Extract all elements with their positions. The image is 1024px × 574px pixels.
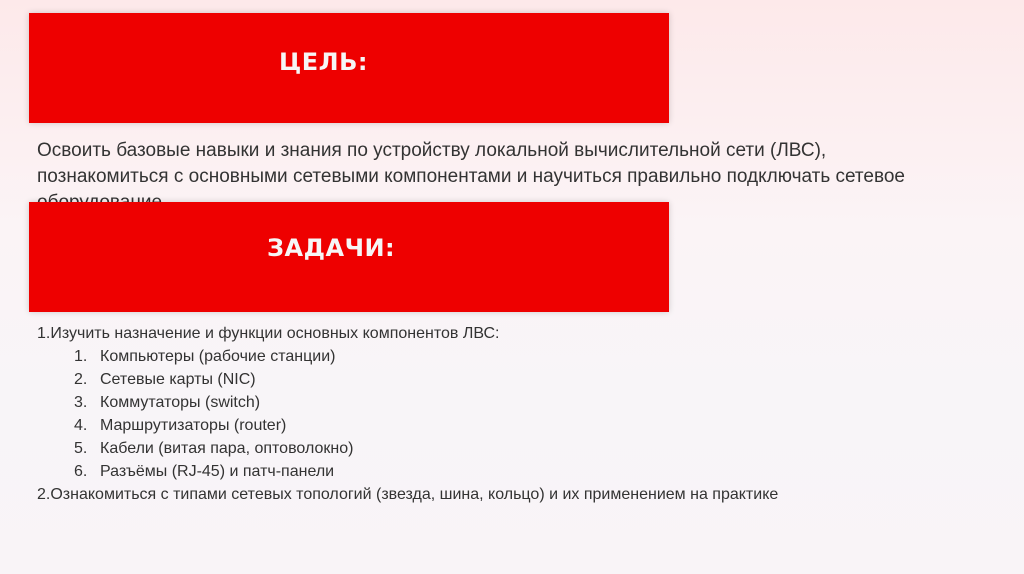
list-item-text: Компьютеры (рабочие станции) — [100, 348, 336, 365]
component-item-connectors — [74, 460, 977, 483]
list-number: 2. — [74, 371, 88, 388]
tasks-list — [37, 322, 977, 506]
list-number: 5. — [74, 440, 88, 457]
component-item-switch — [74, 391, 977, 414]
component-item-nic — [74, 368, 977, 391]
list-number: 1. — [74, 348, 88, 365]
component-item-computers — [74, 345, 977, 368]
component-item-cables — [74, 437, 977, 460]
list-item-text: Разъёмы (RJ-45) и патч-панели — [100, 463, 335, 480]
list-item-text: Сетевые карты (NIC) — [100, 371, 256, 388]
list-number: 6. — [74, 463, 88, 480]
list-number: 3. — [74, 394, 88, 411]
list-number: 4. — [74, 417, 88, 434]
list-item-text: Коммутаторы (switch) — [100, 394, 261, 411]
component-item-router — [74, 414, 977, 437]
task-item-1: 1.Изучить назначение и функции основных компонентов ЛВС: — [37, 325, 500, 342]
goal-text: Освоить базовые навыки и знания по устройству локальной вычислительной сети (ЛВС), познакомиться с основными сетевыми компонентами и научиться правильно подключать сетевое — [37, 140, 905, 187]
tasks-title: ЗАДАЧИ: — [267, 234, 396, 262]
goal-title: ЦЕЛЬ: — [279, 48, 368, 76]
list-item-text: Маршрутизаторы (router) — [100, 417, 287, 434]
tasks-banner — [29, 202, 669, 312]
list-item-text: Кабели (витая пара, оптоволокно) — [100, 440, 354, 457]
goal-banner — [29, 13, 669, 123]
task-item-2: 2.Ознакомиться с типами сетевых топологий (звезда, шина, кольцо) и их применением на практике — [37, 486, 779, 503]
components-list — [37, 345, 977, 483]
